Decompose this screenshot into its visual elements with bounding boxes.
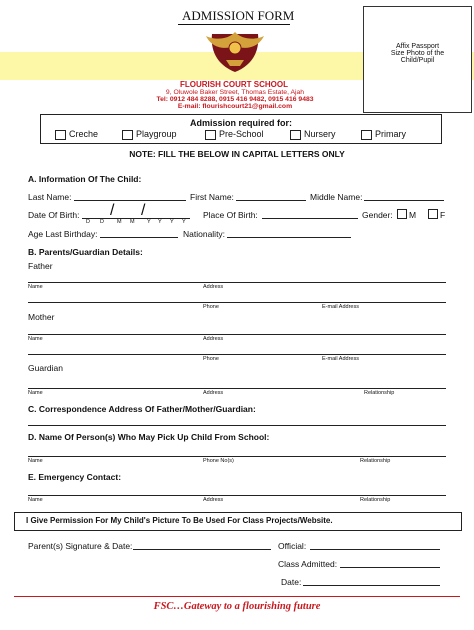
middle-name-field[interactable] bbox=[364, 200, 444, 201]
dob-char-d2: D bbox=[100, 219, 104, 225]
father-email-label: E-mail Address bbox=[322, 304, 359, 310]
dob-char-y3: Y bbox=[170, 219, 174, 225]
dob-label: Date Of Birth: bbox=[28, 210, 80, 220]
age-field[interactable] bbox=[100, 237, 178, 238]
dob-char-y1: Y bbox=[147, 219, 151, 225]
pickup-relationship-label: Relationship bbox=[360, 458, 391, 464]
parent-signature-label: Parent(s) Signature & Date: bbox=[28, 541, 133, 551]
parent-signature-field[interactable] bbox=[133, 549, 271, 550]
nursery-label: Nursery bbox=[304, 129, 336, 139]
gender-f-checkbox[interactable] bbox=[428, 209, 438, 219]
official-label: Official: bbox=[278, 541, 307, 551]
last-name-field[interactable] bbox=[74, 200, 186, 201]
option-playgroup[interactable] bbox=[122, 129, 177, 140]
photo-box-line2: Size Photo of the bbox=[390, 50, 445, 57]
admission-title: Admission required for: bbox=[189, 118, 292, 128]
option-nursery[interactable] bbox=[290, 129, 336, 140]
emergency-address-label: Address bbox=[203, 497, 224, 503]
mother-line-2[interactable] bbox=[28, 354, 446, 355]
section-c-title: C. Correspondence Address Of Father/Mother/Guardian: bbox=[28, 404, 256, 414]
capital-letters-note: NOTE: FILL THE BELOW IN CAPITAL LETTERS ONLY bbox=[129, 149, 345, 159]
photo-box bbox=[363, 6, 472, 113]
option-primary[interactable] bbox=[361, 129, 406, 140]
dob-char-d1: D bbox=[86, 219, 90, 225]
primary-checkbox[interactable] bbox=[361, 130, 372, 140]
school-email: E-mail: flourishcourt21@gmail.com bbox=[177, 103, 293, 110]
official-field[interactable] bbox=[310, 549, 440, 550]
gender-m-label: M bbox=[409, 210, 417, 220]
guardian-address-label: Address bbox=[203, 390, 224, 396]
gender-label: Gender: bbox=[362, 210, 393, 220]
dob-slash-1: / bbox=[110, 202, 115, 219]
pickup-line[interactable] bbox=[28, 456, 446, 457]
nursery-checkbox[interactable] bbox=[290, 130, 301, 140]
father-label: Father bbox=[28, 261, 53, 271]
footer-rule bbox=[14, 596, 460, 597]
father-address-label: Address bbox=[203, 284, 224, 290]
correspondence-address-field[interactable] bbox=[28, 425, 446, 426]
section-a-title: A. Information Of The Child: bbox=[28, 174, 142, 184]
option-preschool[interactable] bbox=[205, 129, 264, 140]
playgroup-label: Playgroup bbox=[136, 129, 177, 139]
mother-phone-label: Phone bbox=[203, 356, 219, 362]
emergency-name-label: Name bbox=[28, 497, 43, 503]
age-label: Age Last Birthday: bbox=[28, 229, 98, 239]
pickup-phone-label: Phone No(s) bbox=[203, 458, 234, 464]
mother-address-label: Address bbox=[203, 336, 224, 342]
school-crest-logo bbox=[200, 26, 270, 76]
photo-box-line3: Child/Pupil bbox=[400, 57, 435, 64]
middle-name-label: Middle Name: bbox=[310, 192, 363, 202]
mother-email-label: E-mail Address bbox=[322, 356, 359, 362]
section-b-title: B. Parents/Guardian Details: bbox=[28, 247, 143, 257]
class-admitted-label: Class Admitted: bbox=[278, 559, 338, 569]
permission-text: I Give Permission For My Child's Picture To Be Used For Class Projects/Website. bbox=[26, 516, 333, 525]
last-name-label: Last Name: bbox=[28, 192, 72, 202]
footer-tagline: FSC…Gateway to a flourishing future bbox=[153, 601, 321, 612]
school-name: FLOURISH COURT SCHOOL bbox=[180, 80, 288, 89]
dob-char-m1: M bbox=[117, 219, 122, 225]
school-address: 9, Oluwole Baker Street, Thomas Estate, Ajah bbox=[165, 89, 305, 96]
nationality-label: Nationality: bbox=[183, 229, 226, 239]
class-admitted-field[interactable] bbox=[340, 567, 440, 568]
section-d-title: D. Name Of Person(s) Who May Pick Up Child From School: bbox=[28, 432, 270, 442]
playgroup-checkbox[interactable] bbox=[122, 130, 133, 140]
pickup-name-label: Name bbox=[28, 458, 43, 464]
father-line-2[interactable] bbox=[28, 302, 446, 303]
gender-m-checkbox[interactable] bbox=[397, 209, 407, 219]
gender-f-label: F bbox=[440, 210, 446, 220]
title-underline bbox=[178, 24, 290, 25]
preschool-label: Pre-School bbox=[219, 129, 264, 139]
first-name-label: First Name: bbox=[190, 192, 234, 202]
dob-slash-2: / bbox=[141, 202, 146, 219]
primary-label: Primary bbox=[375, 129, 406, 139]
photo-box-line1: Affix Passport bbox=[395, 43, 440, 50]
mother-label: Mother bbox=[28, 312, 55, 322]
emergency-relationship-label: Relationship bbox=[360, 497, 391, 503]
place-of-birth-field[interactable] bbox=[262, 218, 358, 219]
section-e-title: E. Emergency Contact: bbox=[28, 472, 122, 482]
preschool-checkbox[interactable] bbox=[205, 130, 216, 140]
dob-char-y2: Y bbox=[158, 219, 162, 225]
creche-label: Creche bbox=[69, 129, 99, 139]
guardian-name-label: Name bbox=[28, 390, 43, 396]
dob-char-m2: M bbox=[130, 219, 135, 225]
guardian-relationship-label: Relationship bbox=[364, 390, 395, 396]
date-field[interactable] bbox=[303, 585, 440, 586]
father-phone-label: Phone bbox=[203, 304, 219, 310]
guardian-line[interactable] bbox=[28, 388, 446, 389]
place-of-birth-label: Place Of Birth: bbox=[203, 210, 258, 220]
option-creche[interactable] bbox=[55, 129, 98, 140]
mother-name-label: Name bbox=[28, 336, 43, 342]
form-title: ADMISSION FORM bbox=[182, 8, 295, 23]
father-name-label: Name bbox=[28, 284, 43, 290]
date-label: Date: bbox=[281, 577, 302, 587]
dob-char-y4: Y bbox=[182, 219, 186, 225]
mother-line-1[interactable] bbox=[28, 334, 446, 335]
nationality-field[interactable] bbox=[227, 237, 351, 238]
emergency-line[interactable] bbox=[28, 495, 446, 496]
creche-checkbox[interactable] bbox=[55, 130, 66, 140]
father-line-1[interactable] bbox=[28, 282, 446, 283]
school-tel: Tel: 0912 484 8288, 0915 416 9482, 0915 416 9483 bbox=[156, 96, 314, 103]
first-name-field[interactable] bbox=[236, 200, 306, 201]
guardian-label: Guardian bbox=[28, 363, 63, 373]
